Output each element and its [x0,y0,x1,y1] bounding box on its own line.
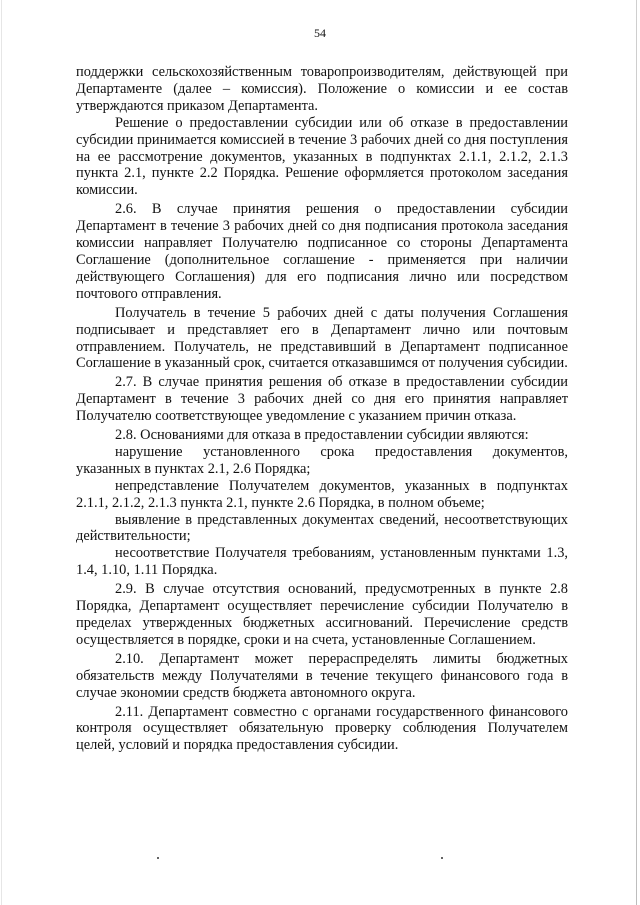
refusal-ground-item: выявление в представленных документах сведений, несоответствующих действительности; [76,511,568,545]
scan-speck [441,857,443,859]
scan-speck [157,857,159,859]
paragraph-2-11: 2.11. Департамент совместно с органами государственного финансового контроля осуществляет обязательную проверку соблюдения Получателем целей, условий и порядка предоставления субсидии. [76,703,568,754]
paragraph-2-10: 2.10. Департамент может перераспределять лимиты бюджетных обязательств между Получателями в течение текущего финансового года в случае экономии средств бюджета автономного округа. [76,650,568,701]
paragraph-2-6: 2.6. В случае принятия решения о предоставлении субсидии Департамент в течение 3 рабочих дней со дня подписания протокола заседания комиссии направляет Получателю подписанное со стороны Департамента Соглашение (дополнительное соглашение - применяется при наличии действующего Соглашения) для его подписания лично или посредством почтового отправления. [76,201,568,302]
refusal-ground-item: нарушение установленного срока предоставления документов, указанных в пунктах 2.1, 2.6 Порядка; [76,443,568,477]
refusal-ground-item: непредставление Получателем документов, указанных в подпунктах 2.1.1, 2.1.2, 2.1.3 пункта 2.1, пункте 2.6 Порядка, в полном объеме; [76,477,568,511]
paragraph-decision: Решение о предоставлении субсидии или об отказе в предоставлении субсидии принимается комиссией в течение 3 рабочих дней со дня поступления на ее рассмотрение документов, указанных в подпунктах 2.1.1, 2.1.2, 2.1.3 пункта 2.1, пункте 2.2 Порядка. Решение оформляется протоколом заседания комиссии. [76,114,568,199]
paragraph-continuation: поддержки сельскохозяйственным товаропроизводителям, действующей при Департаменте (далее – комиссия). Положение о комиссии и ее состав утверждаются приказом Департамента. [76,64,568,114]
scan-left-edge [1,0,2,905]
paragraph-2-9: 2.9. В случае отсутствия оснований, предусмотренных в пункте 2.8 Порядка, Департамент осуществляет перечисление субсидии Получателю в пределах утвержденных бюджетных ассигнований. Перечисление средств осуществляется в порядке, сроки и на счета, установленные Соглашением. [76,581,568,648]
paragraph-2-7: 2.7. В случае принятия решения об отказе в предоставлении субсидии Департамент в течение 3 рабочих дней со дня его принятия направляет Получателю соответствующее уведомление с указанием причин отказа. [76,374,568,425]
document-body [76,64,568,754]
page-number: 54 [314,26,326,40]
paragraph-recipient-signing: Получатель в течение 5 рабочих дней с даты получения Соглашения подписывает и представляет его в Департамент лично или почтовым отправлением. Получатель, не представивший в Департамент подписанное Соглашение в указанный срок, считается отказавшимся от получения субсидии. [76,304,568,372]
paragraph-2-8: 2.8. Основаниями для отказа в предоставлении субсидии являются: [115,427,529,444]
scan-right-edge [636,0,637,905]
refusal-ground-item: несоответствие Получателя требованиям, установленным пунктами 1.3, 1.4, 1.10, 1.11 Порядка. [76,545,568,579]
